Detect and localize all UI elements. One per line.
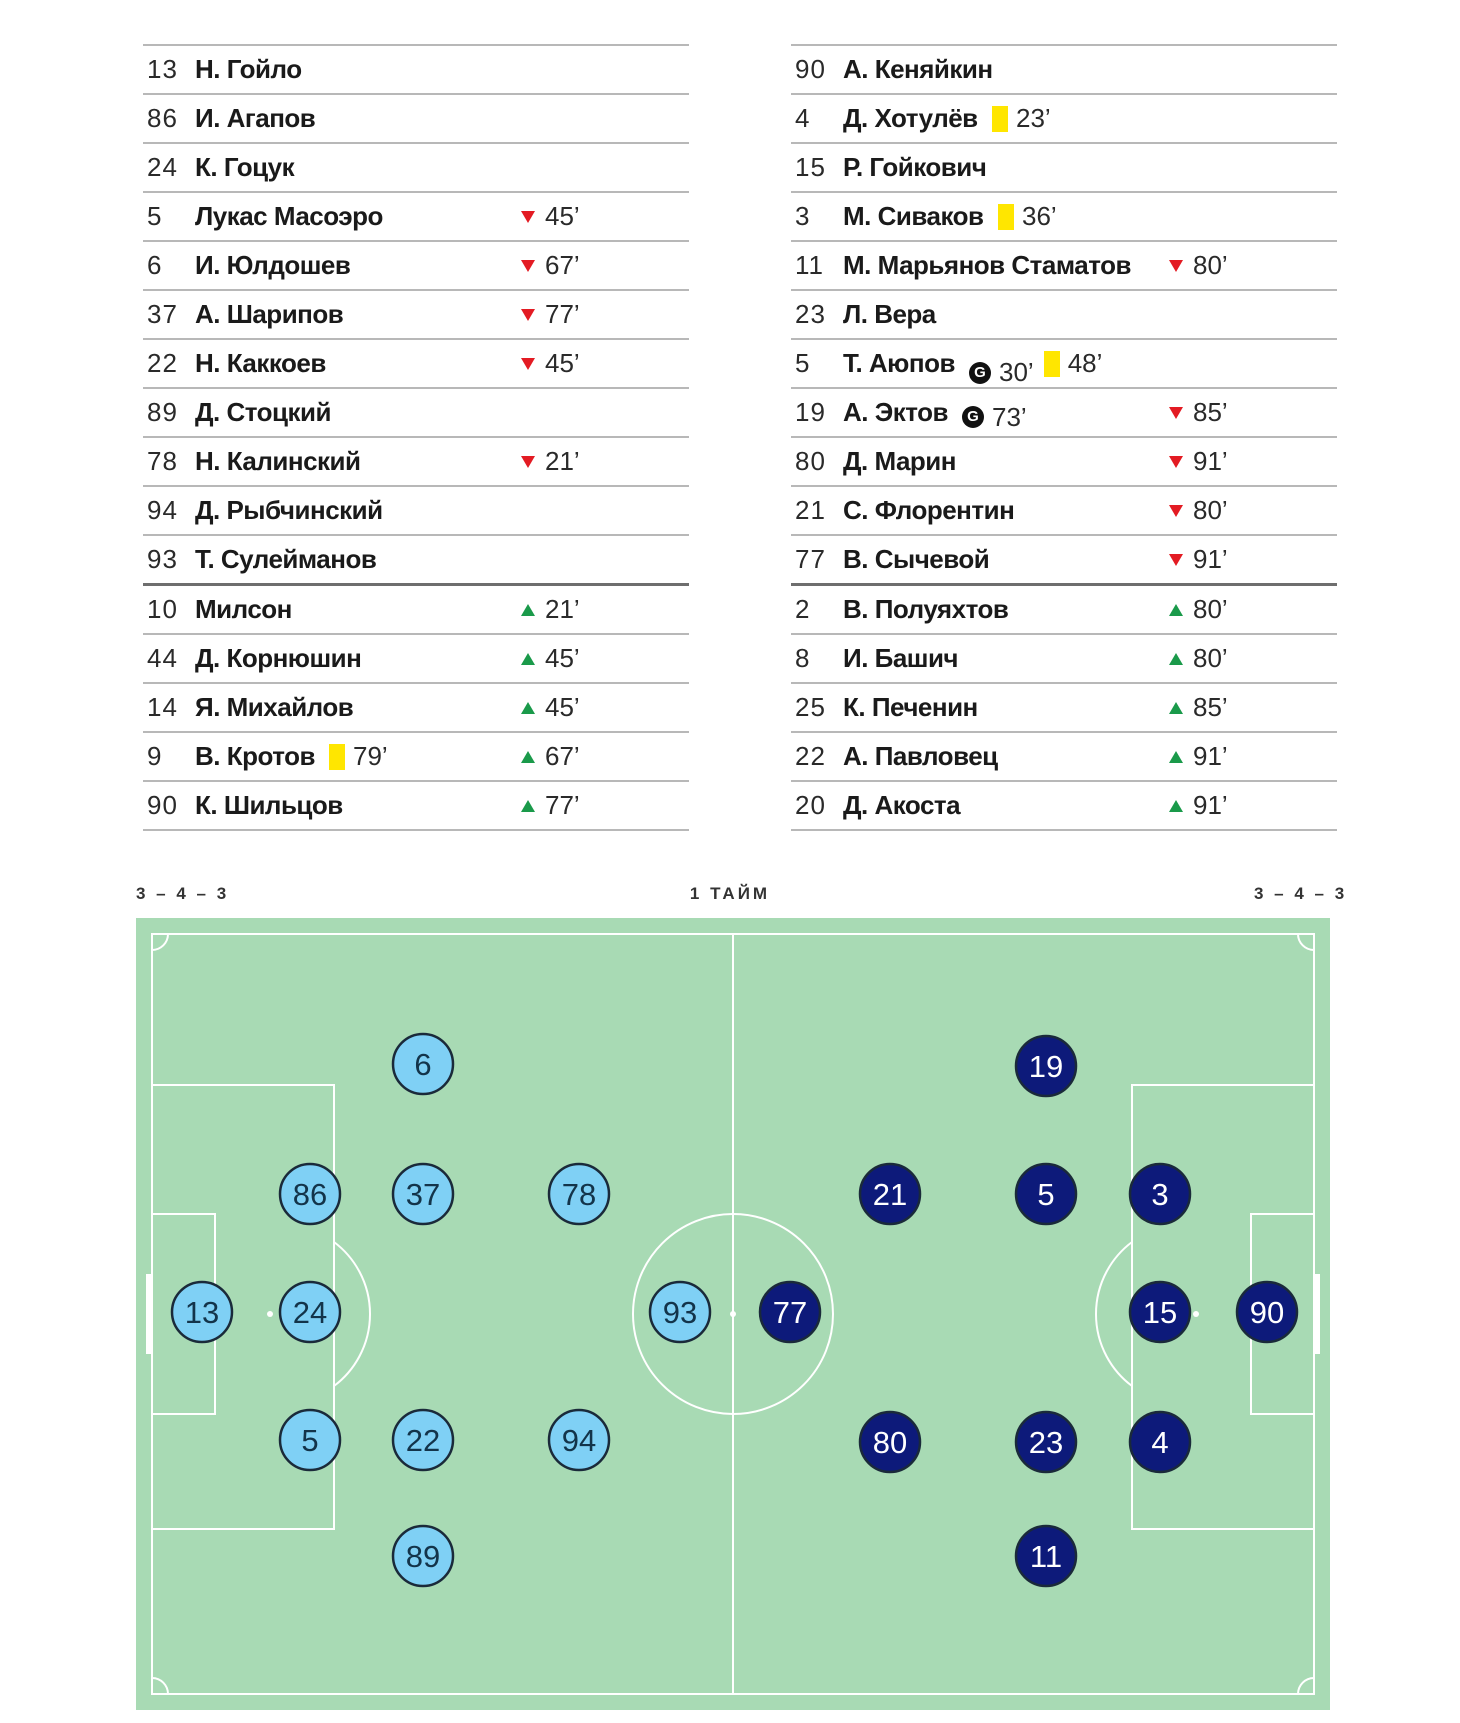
player-row xyxy=(791,340,1337,389)
arrow-up-icon xyxy=(521,702,535,714)
player-name: В. Кротов xyxy=(195,741,315,771)
player-number: 24 xyxy=(147,152,178,182)
player-name: Д. Корнюшин xyxy=(195,643,362,673)
player-number: 80 xyxy=(795,446,826,476)
sub-minute: 45’ xyxy=(545,692,580,722)
sub-minute: 80’ xyxy=(1193,643,1228,673)
away-player-token-number: 23 xyxy=(1028,1425,1064,1460)
player-number: 10 xyxy=(147,594,178,624)
player-row xyxy=(791,536,1337,586)
away-player-token-number: 90 xyxy=(1249,1295,1285,1330)
center-spot xyxy=(730,1311,736,1317)
yellow-card-icon xyxy=(1044,351,1060,377)
player-row xyxy=(791,95,1337,144)
pitch-diagram xyxy=(136,918,1330,1710)
arrow-down-icon xyxy=(1169,505,1183,517)
player-name: М. Сиваков xyxy=(843,201,984,231)
player-number: 22 xyxy=(147,348,178,378)
sub-minute: 67’ xyxy=(545,250,580,280)
player-name: А. Павловец xyxy=(843,741,998,771)
player-name: Л. Вера xyxy=(843,299,936,329)
player-number: 14 xyxy=(147,692,178,722)
event-minute: 30’ xyxy=(999,357,1034,387)
player-name: Лукас Масоэро xyxy=(195,201,383,231)
yellow-card-icon xyxy=(992,106,1008,132)
away-player-token-number: 15 xyxy=(1142,1295,1178,1330)
yellow-card-icon xyxy=(998,204,1014,230)
substituted-on xyxy=(1169,586,1228,633)
arrow-down-icon xyxy=(1169,456,1183,468)
player-row xyxy=(791,46,1337,95)
player-name: А. Эктов xyxy=(843,397,948,427)
player-row xyxy=(791,389,1337,438)
arrow-down-icon xyxy=(521,309,535,321)
event-minute: 48’ xyxy=(1067,348,1103,378)
player-name: Н. Каккоев xyxy=(195,348,326,378)
home-lineup-table xyxy=(143,44,689,831)
player-number: 21 xyxy=(795,495,826,525)
substituted-off xyxy=(1169,536,1228,583)
home-player-token-number: 5 xyxy=(301,1423,319,1458)
player-row xyxy=(791,438,1337,487)
sub-minute: 45’ xyxy=(545,643,580,673)
player-row xyxy=(143,782,689,831)
player-number: 8 xyxy=(795,643,811,673)
player-row xyxy=(791,684,1337,733)
player-row xyxy=(143,536,689,586)
player-name: К. Гоцук xyxy=(195,152,295,182)
player-name: Р. Гойкович xyxy=(843,152,987,182)
away-player-token-number: 4 xyxy=(1151,1425,1169,1460)
player-number: 22 xyxy=(795,741,826,771)
away-player-token-number: 21 xyxy=(872,1177,908,1212)
sub-minute: 21’ xyxy=(545,594,580,624)
player-number: 37 xyxy=(147,299,178,329)
player-row xyxy=(143,438,689,487)
right-goal xyxy=(1314,1274,1320,1354)
player-row xyxy=(791,144,1337,193)
player-row xyxy=(143,95,689,144)
player-number: 90 xyxy=(795,54,826,84)
home-player-token-number: 86 xyxy=(292,1177,328,1212)
away-player-token-number: 11 xyxy=(1029,1539,1063,1574)
yellow-card-event xyxy=(1044,340,1103,387)
substituted-on xyxy=(1169,733,1228,780)
player-name: Н. Гойло xyxy=(195,54,302,84)
player-row xyxy=(143,586,689,635)
player-row xyxy=(791,193,1337,242)
away-player-token-number: 5 xyxy=(1037,1177,1055,1212)
home-formation-label: 3 – 4 – 3 xyxy=(136,884,230,903)
home-player-token-number: 89 xyxy=(405,1539,441,1574)
sub-minute: 67’ xyxy=(545,741,580,771)
arrow-up-icon xyxy=(521,604,535,616)
arrow-up-icon xyxy=(521,653,535,665)
player-row xyxy=(143,340,689,389)
goal-event xyxy=(962,394,1027,441)
arrow-down-icon xyxy=(521,456,535,468)
arrow-up-icon xyxy=(1169,604,1183,616)
sub-minute: 80’ xyxy=(1193,594,1228,624)
arrow-up-icon xyxy=(1169,800,1183,812)
event-minute: 79’ xyxy=(353,741,388,771)
half-label: 1 ТАЙМ xyxy=(689,884,771,903)
event-minute: 36’ xyxy=(1022,201,1057,231)
sub-minute: 80’ xyxy=(1193,250,1228,280)
player-name: Н. Калинский xyxy=(195,446,361,476)
player-name: Я. Михайлов xyxy=(195,692,354,722)
substituted-on xyxy=(521,782,580,829)
player-name: М. Марьянов Стаматов xyxy=(843,250,1131,280)
player-number: 25 xyxy=(795,692,826,722)
sub-minute: 91’ xyxy=(1193,741,1228,771)
home-player-token-number: 22 xyxy=(405,1423,441,1458)
player-number: 86 xyxy=(147,103,178,133)
goal-icon: G xyxy=(962,406,984,428)
away-formation-label: 3 – 4 – 3 xyxy=(1254,884,1348,903)
player-name: И. Юлдошев xyxy=(195,250,351,280)
substituted-on xyxy=(521,635,580,682)
player-name: К. Шильцов xyxy=(195,790,343,820)
substituted-on xyxy=(521,733,580,780)
player-row xyxy=(791,635,1337,684)
home-player-token-number: 94 xyxy=(561,1423,597,1458)
home-player-token-number: 78 xyxy=(561,1177,597,1212)
player-name: В. Сычевой xyxy=(843,544,990,574)
substituted-off xyxy=(521,193,580,240)
player-name: Милсон xyxy=(195,594,292,624)
substituted-on xyxy=(521,684,580,731)
event-minute: 23’ xyxy=(1016,103,1051,133)
player-row xyxy=(791,782,1337,831)
player-events xyxy=(969,340,1112,396)
player-number: 3 xyxy=(795,201,811,231)
sub-minute: 91’ xyxy=(1193,446,1228,476)
sub-minute: 77’ xyxy=(545,299,580,329)
arrow-up-icon xyxy=(1169,702,1183,714)
player-name: Д. Рыбчинский xyxy=(195,495,383,525)
player-row xyxy=(791,242,1337,291)
player-name: А. Кеняйкин xyxy=(843,54,993,84)
home-player-token-number: 6 xyxy=(414,1047,432,1082)
home-player-token-number: 37 xyxy=(405,1177,441,1212)
yellow-card-event xyxy=(329,733,388,780)
arrow-up-icon xyxy=(1169,751,1183,763)
substituted-off xyxy=(521,291,580,338)
player-name: К. Печенин xyxy=(843,692,978,722)
player-number: 2 xyxy=(795,594,811,624)
substituted-off xyxy=(1169,438,1228,485)
arrow-down-icon xyxy=(521,260,535,272)
sub-minute: 77’ xyxy=(545,790,580,820)
player-name: В. Полуяхтов xyxy=(843,594,1009,624)
player-row xyxy=(143,242,689,291)
player-number: 9 xyxy=(147,741,163,771)
player-name: А. Шарипов xyxy=(195,299,344,329)
substituted-on xyxy=(1169,635,1228,682)
player-name: Д. Акоста xyxy=(843,790,961,820)
goal-icon: G xyxy=(969,362,991,384)
player-row xyxy=(143,46,689,95)
sub-minute: 21’ xyxy=(545,446,580,476)
yellow-card-event xyxy=(992,95,1051,142)
arrow-down-icon xyxy=(521,211,535,223)
player-row xyxy=(143,291,689,340)
home-player-token-number: 13 xyxy=(184,1295,220,1330)
player-number: 5 xyxy=(147,201,163,231)
player-number: 78 xyxy=(147,446,178,476)
sub-minute: 91’ xyxy=(1193,790,1228,820)
player-row xyxy=(791,733,1337,782)
arrow-up-icon xyxy=(521,800,535,812)
player-number: 5 xyxy=(795,348,811,378)
substituted-on xyxy=(1169,684,1228,731)
sub-minute: 85’ xyxy=(1193,692,1228,722)
substituted-off xyxy=(1169,487,1228,534)
player-number: 90 xyxy=(147,790,178,820)
away-player-token-number: 3 xyxy=(1151,1177,1169,1212)
player-name: С. Флорентин xyxy=(843,495,1015,525)
player-name: Д. Стоцкий xyxy=(195,397,331,427)
home-player-token-number: 24 xyxy=(292,1295,328,1330)
away-player-token-number: 77 xyxy=(772,1295,808,1330)
away-player-token-number: 19 xyxy=(1028,1049,1064,1084)
arrow-up-icon xyxy=(521,751,535,763)
player-events xyxy=(329,733,398,785)
player-number: 13 xyxy=(147,54,178,84)
arrow-down-icon xyxy=(1169,260,1183,272)
substituted-on xyxy=(521,586,580,633)
player-row xyxy=(143,389,689,438)
substituted-off xyxy=(521,242,580,289)
yellow-card-icon xyxy=(329,744,345,770)
player-number: 20 xyxy=(795,790,826,820)
arrow-down-icon xyxy=(521,358,535,370)
sub-minute: 91’ xyxy=(1193,544,1228,574)
sub-minute: 80’ xyxy=(1193,495,1228,525)
player-number: 77 xyxy=(795,544,826,574)
player-name: И. Башич xyxy=(843,643,959,673)
player-row xyxy=(791,291,1337,340)
event-minute: 73’ xyxy=(992,401,1027,432)
player-name: Т. Аюпов xyxy=(843,348,955,378)
player-number: 44 xyxy=(147,643,178,673)
player-row xyxy=(143,733,689,782)
player-number: 4 xyxy=(795,103,811,133)
player-row xyxy=(143,684,689,733)
player-name: Д. Хотулёв xyxy=(843,103,978,133)
player-number: 19 xyxy=(795,397,826,427)
substituted-off xyxy=(521,438,580,485)
arrow-up-icon xyxy=(1169,653,1183,665)
arrow-down-icon xyxy=(1169,554,1183,566)
substituted-on xyxy=(1169,782,1228,829)
player-events xyxy=(998,193,1067,245)
player-row xyxy=(791,487,1337,536)
player-number: 15 xyxy=(795,152,826,182)
left-goal xyxy=(146,1274,152,1354)
yellow-card-event xyxy=(998,193,1057,240)
left-penalty-spot xyxy=(267,1311,273,1317)
player-events xyxy=(992,95,1061,147)
player-number: 23 xyxy=(795,299,826,329)
player-row xyxy=(143,487,689,536)
substituted-off xyxy=(1169,389,1228,436)
player-events xyxy=(962,389,1037,441)
sub-minute: 85’ xyxy=(1193,397,1228,427)
player-name: Т. Сулейманов xyxy=(195,544,377,574)
player-name: И. Агапов xyxy=(195,103,316,133)
sub-minute: 45’ xyxy=(545,201,580,231)
home-player-token-number: 93 xyxy=(662,1295,698,1330)
substituted-off xyxy=(521,340,580,387)
player-number: 94 xyxy=(147,495,178,525)
player-number: 93 xyxy=(147,544,178,574)
away-player-token-number: 80 xyxy=(872,1425,908,1460)
player-row xyxy=(143,193,689,242)
sub-minute: 45’ xyxy=(545,348,580,378)
player-name: Д. Марин xyxy=(843,446,956,476)
right-penalty-spot xyxy=(1193,1311,1199,1317)
away-lineup-table xyxy=(791,44,1337,831)
player-number: 89 xyxy=(147,397,178,427)
arrow-down-icon xyxy=(1169,407,1183,419)
player-row xyxy=(791,586,1337,635)
substituted-off xyxy=(1169,242,1228,289)
player-row xyxy=(143,635,689,684)
player-number: 6 xyxy=(147,250,163,280)
player-number: 11 xyxy=(795,250,824,280)
player-row xyxy=(143,144,689,193)
